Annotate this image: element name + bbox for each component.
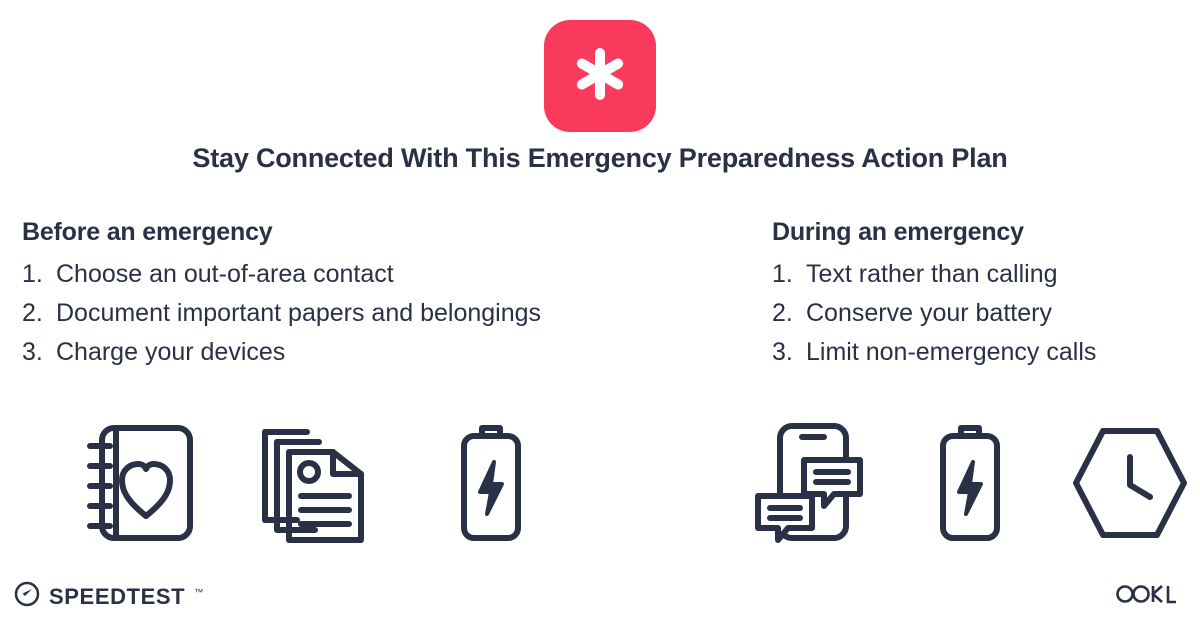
brand-badge	[544, 20, 656, 132]
column-heading: Before an emergency	[22, 218, 273, 246]
list-item	[772, 255, 1192, 294]
icon-slot	[750, 420, 870, 550]
speedtest-wordmark: SPEEDTEST	[49, 583, 186, 609]
list-item-number: 3.	[772, 338, 793, 366]
list-item-number: 3.	[22, 338, 43, 366]
icon-slot	[256, 420, 375, 550]
column-before-emergency	[22, 218, 742, 372]
list-item-number: 1.	[772, 260, 793, 288]
list-item-number: 1.	[22, 260, 43, 288]
speedtest-logo	[14, 581, 203, 612]
phone-message-icon	[750, 420, 870, 551]
list-item-label: Document important papers and belongings	[56, 299, 542, 327]
icon-slot	[80, 420, 200, 550]
list-item	[772, 333, 1192, 372]
documents-stack-icon	[257, 420, 375, 551]
list-item	[772, 294, 1192, 333]
list-item-number: 2.	[22, 299, 43, 327]
list-item-number: 2.	[772, 299, 793, 327]
icon-row-during	[750, 420, 1190, 550]
icon-slot	[431, 420, 550, 550]
ookla-logo	[1116, 583, 1180, 610]
list-item-label: Choose an out-of-area contact	[56, 260, 394, 288]
trademark-symbol: ™	[194, 587, 204, 597]
list-item-label: Text rather than calling	[806, 260, 1058, 288]
steps-list	[22, 255, 742, 372]
steps-list	[772, 255, 1192, 372]
badge-container	[0, 20, 1200, 132]
list-item	[22, 255, 742, 294]
icon-slot	[926, 420, 1014, 550]
asterisk-icon	[568, 42, 632, 111]
list-item-label: Conserve your battery	[806, 299, 1052, 327]
list-item	[22, 294, 742, 333]
list-item-label: Charge your devices	[56, 338, 286, 366]
ookla-wordmark-icon	[1116, 583, 1180, 610]
notebook-heart-icon	[80, 420, 200, 551]
battery-bolt-icon	[454, 420, 528, 551]
list-item-label: Limit non-emergency calls	[806, 338, 1097, 366]
speedtest-mark-icon	[14, 581, 40, 612]
icon-row-before	[80, 420, 550, 550]
icon-slot	[1070, 420, 1190, 550]
battery-bolt-icon	[933, 420, 1007, 551]
page-title: Stay Connected With This Emergency Preparedness Action Plan	[192, 143, 1008, 173]
column-during-emergency	[772, 218, 1192, 372]
hexagon-clock-icon	[1070, 423, 1190, 548]
list-item	[22, 333, 742, 372]
column-heading: During an emergency	[772, 218, 1024, 246]
